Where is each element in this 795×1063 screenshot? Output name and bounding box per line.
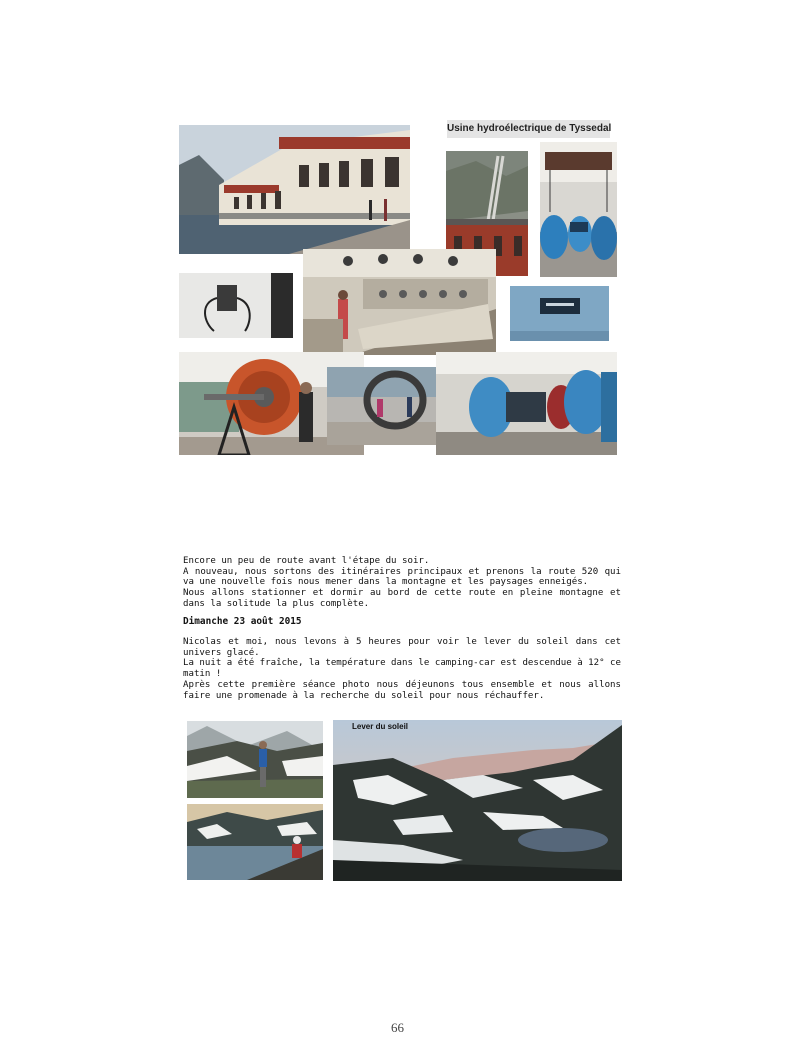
photo-person-by-lake [187, 804, 323, 880]
text-line: Nicolas et moi, nous levons à 5 heures pour voir le lever du soleil dans cet univers glacé. [183, 637, 621, 658]
photo-person-mountains [187, 721, 323, 798]
text-line: La nuit a été fraîche, la température dans le camping-car est descendue à 12° ce matin ! [183, 658, 621, 680]
date-heading: Dimanche 23 août 2015 [183, 616, 302, 627]
photo-caption-sunrise: Lever du soleil [352, 722, 409, 731]
photo-sunrise [333, 720, 622, 881]
text-line: Encore un peu de route avant l'étape du soir. [183, 556, 430, 566]
photo-control-room [303, 249, 496, 355]
text-line: Après cette première séance photo nous déjeunons tous ensemble et nous allons faire une promenade à la recherche du soleil pour nous réchauffer. [183, 679, 621, 701]
page-number: 66 [391, 1020, 404, 1035]
photo-turbine-hall [540, 142, 617, 277]
photo-blue-machinery [436, 352, 617, 455]
photo-caption-power-plant: Usine hydroélectrique de Tyssedal [447, 120, 610, 138]
photo-power-plant-exterior [179, 125, 410, 254]
photo-blue-cabinet [510, 286, 609, 341]
text-line: A nouveau, nous sortons des itinéraires principaux et prenons la route 520 qui va une nouvelle fois nous mener dans la montagne et les paysages enneigés. [183, 566, 621, 588]
text-line: Nous allons stationner et dormir au bord de cette route en pleine montagne et dans la solitude la plus complète. [183, 588, 621, 609]
photo-wall-device [179, 273, 293, 338]
paragraph-route-520 [183, 556, 621, 610]
paragraph-sunrise [183, 637, 621, 701]
